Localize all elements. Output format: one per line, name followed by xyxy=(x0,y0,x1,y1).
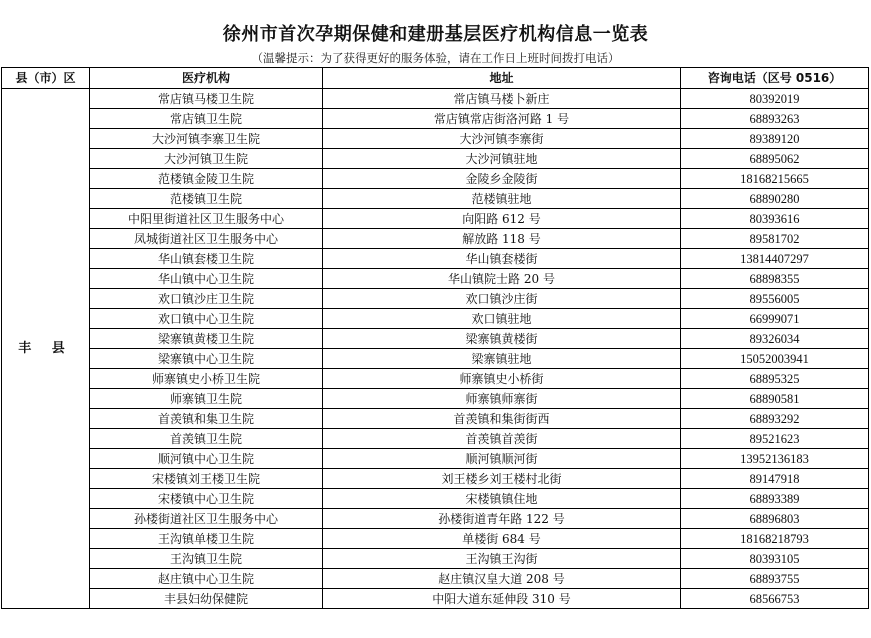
phone-cell: 68895062 xyxy=(681,149,869,169)
table-row xyxy=(2,429,869,449)
phone-cell: 89556005 xyxy=(681,289,869,309)
phone-cell: 89147918 xyxy=(681,469,869,489)
phone-cell: 68893263 xyxy=(681,109,869,129)
table-row xyxy=(2,289,869,309)
phone-cell: 89326034 xyxy=(681,329,869,349)
institution-name-cell: 范楼镇卫生院 xyxy=(90,189,323,209)
institution-name-cell: 首羡镇和集卫生院 xyxy=(90,409,323,429)
institution-name-cell: 王沟镇卫生院 xyxy=(90,549,323,569)
institution-name-cell: 凤城街道社区卫生服务中心 xyxy=(90,229,323,249)
institution-name-cell: 华山镇套楼卫生院 xyxy=(90,249,323,269)
address-cell: 大沙河镇驻地 xyxy=(323,149,681,169)
phone-cell: 68890280 xyxy=(681,189,869,209)
institution-name-cell: 梁寨镇黄楼卫生院 xyxy=(90,329,323,349)
table-row xyxy=(2,449,869,469)
address-cell: 赵庄镇汉皇大道 208 号 xyxy=(323,569,681,589)
address-cell: 宋楼镇镇住地 xyxy=(323,489,681,509)
table-row xyxy=(2,569,869,589)
institution-name-cell: 欢口镇中心卫生院 xyxy=(90,309,323,329)
address-cell: 梁寨镇驻地 xyxy=(323,349,681,369)
institution-name-cell: 常店镇卫生院 xyxy=(90,109,323,129)
table-body xyxy=(2,89,869,609)
table-row xyxy=(2,409,869,429)
table-row xyxy=(2,489,869,509)
address-cell: 梁寨镇黄楼街 xyxy=(323,329,681,349)
phone-cell: 89581702 xyxy=(681,229,869,249)
address-cell: 单楼街 684 号 xyxy=(323,529,681,549)
phone-cell: 66999071 xyxy=(681,309,869,329)
address-cell: 顺河镇顺河街 xyxy=(323,449,681,469)
address-cell: 常店镇马楼卜新庄 xyxy=(323,89,681,109)
table-row xyxy=(2,589,869,609)
table-row xyxy=(2,509,869,529)
phone-cell: 68895325 xyxy=(681,369,869,389)
table-header-row xyxy=(2,68,869,89)
table-row xyxy=(2,169,869,189)
address-cell: 欢口镇沙庄街 xyxy=(323,289,681,309)
table-row xyxy=(2,149,869,169)
phone-cell: 89521623 xyxy=(681,429,869,449)
address-cell: 刘王楼乡刘王楼村北街 xyxy=(323,469,681,489)
institution-table xyxy=(1,67,869,609)
address-cell: 王沟镇王沟街 xyxy=(323,549,681,569)
phone-cell: 89389120 xyxy=(681,129,869,149)
institution-name-cell: 常店镇马楼卫生院 xyxy=(90,89,323,109)
address-cell: 华山镇套楼街 xyxy=(323,249,681,269)
institution-name-cell: 宋楼镇刘王楼卫生院 xyxy=(90,469,323,489)
address-cell: 欢口镇驻地 xyxy=(323,309,681,329)
address-cell: 大沙河镇李寨街 xyxy=(323,129,681,149)
table-row xyxy=(2,129,869,149)
table-row xyxy=(2,549,869,569)
institution-name-cell: 宋楼镇中心卫生院 xyxy=(90,489,323,509)
address-cell: 华山镇院士路 20 号 xyxy=(323,269,681,289)
institution-name-cell: 梁寨镇中心卫生院 xyxy=(90,349,323,369)
table-row xyxy=(2,309,869,329)
institution-name-cell: 欢口镇沙庄卫生院 xyxy=(90,289,323,309)
phone-cell: 68896803 xyxy=(681,509,869,529)
phone-cell: 13814407297 xyxy=(681,249,869,269)
address-cell: 中阳大道东延伸段 310 号 xyxy=(323,589,681,609)
phone-cell: 80393105 xyxy=(681,549,869,569)
address-cell: 首羡镇和集街街西 xyxy=(323,409,681,429)
institution-name-cell: 孙楼街道社区卫生服务中心 xyxy=(90,509,323,529)
header-address: 地址 xyxy=(323,68,681,89)
phone-cell: 13952136183 xyxy=(681,449,869,469)
address-cell: 孙楼街道青年路 122 号 xyxy=(323,509,681,529)
table-row xyxy=(2,109,869,129)
institution-name-cell: 中阳里街道社区卫生服务中心 xyxy=(90,209,323,229)
table-row xyxy=(2,209,869,229)
table-row xyxy=(2,189,869,209)
table-row xyxy=(2,349,869,369)
phone-cell: 68566753 xyxy=(681,589,869,609)
header-county: 县（市）区 xyxy=(2,68,90,89)
phone-cell: 15052003941 xyxy=(681,349,869,369)
phone-cell: 80393616 xyxy=(681,209,869,229)
document-title: 徐州市首次孕期保健和建册基层医疗机构信息一览表 xyxy=(222,24,649,45)
address-cell: 向阳路 612 号 xyxy=(323,209,681,229)
phone-cell: 68898355 xyxy=(681,269,869,289)
table-row xyxy=(2,469,869,489)
institution-name-cell: 王沟镇单楼卫生院 xyxy=(90,529,323,549)
table-row xyxy=(2,229,869,249)
address-cell: 解放路 118 号 xyxy=(323,229,681,249)
table-row xyxy=(2,369,869,389)
institution-name-cell: 华山镇中心卫生院 xyxy=(90,269,323,289)
address-cell: 师寨镇史小桥街 xyxy=(323,369,681,389)
phone-cell: 68890581 xyxy=(681,389,869,409)
phone-cell: 18168215665 xyxy=(681,169,869,189)
document-subtitle: （温馨提示：为了获得更好的服务体验，请在工作日上班时间拨打电话） xyxy=(251,51,620,65)
phone-cell: 68893389 xyxy=(681,489,869,509)
institution-name-cell: 师寨镇卫生院 xyxy=(90,389,323,409)
phone-cell: 80392019 xyxy=(681,89,869,109)
address-cell: 范楼镇驻地 xyxy=(323,189,681,209)
institution-name-cell: 首羡镇卫生院 xyxy=(90,429,323,449)
table-row xyxy=(2,249,869,269)
institution-name-cell: 范楼镇金陵卫生院 xyxy=(90,169,323,189)
phone-cell: 68893292 xyxy=(681,409,869,429)
header-phone: 咨询电话（区号 0516） xyxy=(681,68,869,89)
table-row xyxy=(2,529,869,549)
table-row xyxy=(2,89,869,109)
institution-name-cell: 大沙河镇卫生院 xyxy=(90,149,323,169)
institution-name-cell: 顺河镇中心卫生院 xyxy=(90,449,323,469)
table-row xyxy=(2,389,869,409)
table-row xyxy=(2,269,869,289)
address-cell: 师寨镇师寨街 xyxy=(323,389,681,409)
county-cell: 丰 县 xyxy=(2,89,90,609)
phone-cell: 68893755 xyxy=(681,569,869,589)
institution-name-cell: 大沙河镇李寨卫生院 xyxy=(90,129,323,149)
address-cell: 常店镇常店街洛河路 1 号 xyxy=(323,109,681,129)
table-row xyxy=(2,329,869,349)
phone-cell: 18168218793 xyxy=(681,529,869,549)
institution-name-cell: 赵庄镇中心卫生院 xyxy=(90,569,323,589)
address-cell: 金陵乡金陵街 xyxy=(323,169,681,189)
institution-name-cell: 丰县妇幼保健院 xyxy=(90,589,323,609)
header-institution: 医疗机构 xyxy=(90,68,323,89)
address-cell: 首羡镇首羡街 xyxy=(323,429,681,449)
institution-name-cell: 师寨镇史小桥卫生院 xyxy=(90,369,323,389)
